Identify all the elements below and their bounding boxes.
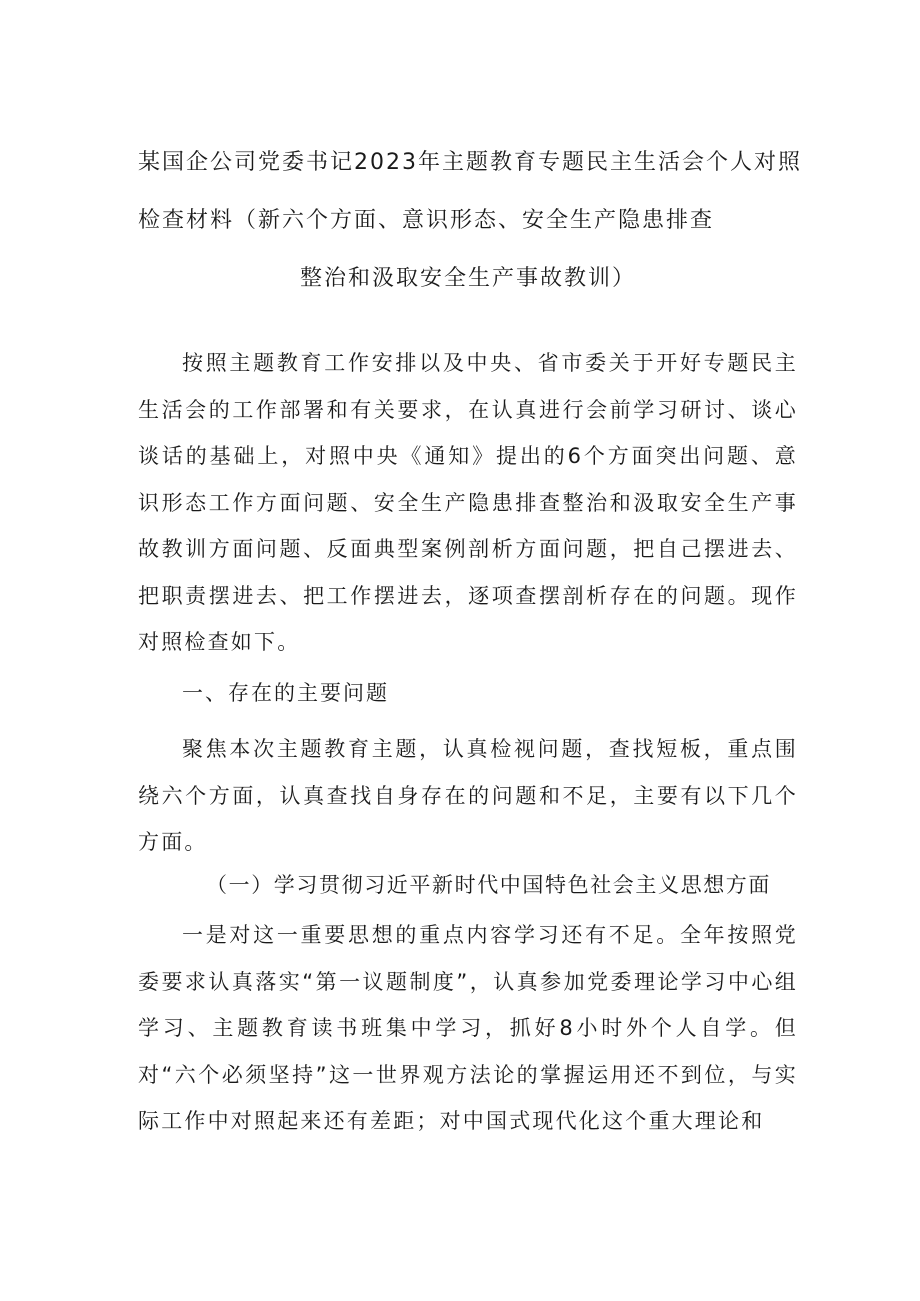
document-title-line-2: 检查材料（新六个方面、意识形态、安全生产隐患排查 [138,208,715,233]
study-paragraph: 一是对这一重要思想的重点内容学习还有不足。全年按照党委要求认真落实“第一议题制度”，认真参加党委理论学习中心组学习、主题教育读书班集中学习，抓好8小时外个人自学。但对“六个必须坚持”这一世界观方法论的掌握运用还不到位，与实际工作中对照起来还有差距；对中国式现代化这个重大理论和 [138,923,798,1133]
section-heading: 一、存在的主要问题 [182,681,389,705]
document-title-line-1: 某国企公司党委书记2023年主题教育专题民主生活会个人对照 [138,150,802,175]
document-title-line-3: 整治和汲取安全生产事故教训） [300,266,637,291]
subsection-heading: （一）学习贯彻习近平新时代中国特色社会主义思想方面 [206,873,771,897]
intro-paragraph: 按照主题教育工作安排以及中央、省市委关于开好专题民主生活会的工作部署和有关要求，在认真进行会前学习研讨、谈心谈话的基础上，对照中央《通知》提出的6个方面突出问题、意识形态工作方面问题、安全生产隐患排查整治和汲取安全生产事故教训方面问题、反面典型案例剖析方面问题，把自己摆进去、把职责摆进去、把工作摆进去，逐项查摆剖析存在的问题。现作对照检查如下。 [138,351,798,654]
focus-paragraph: 聚焦本次主题教育主题，认真检视问题，查找短板，重点围绕六个方面，认真查找自身存在的问题和不足，主要有以下几个方面。 [138,737,798,854]
